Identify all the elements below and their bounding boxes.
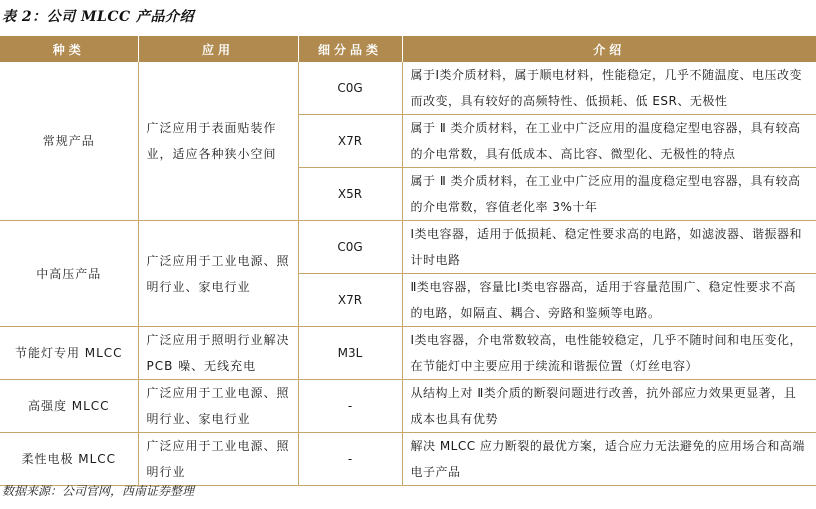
- application-cell: 广泛应用于照明行业解决 PCB 噪、无线充电: [138, 327, 298, 380]
- subcategory-cell: C0G: [298, 62, 402, 115]
- application-cell: 广泛应用于工业电源、照明行业、家电行业: [138, 221, 298, 327]
- subcategory-cell: X5R: [298, 168, 402, 221]
- table-row: [0, 433, 816, 486]
- table-row: [0, 221, 816, 274]
- table-row: [0, 380, 816, 433]
- header-subcategory: 细分品类: [298, 36, 402, 62]
- table-row: [0, 62, 816, 115]
- table-title: 表 2：公司 MLCC 产品介绍: [2, 9, 194, 25]
- header-application: 应用: [138, 36, 298, 62]
- subcategory-cell: C0G: [298, 221, 402, 274]
- kind-cell: 高强度 MLCC: [0, 380, 138, 433]
- description-cell: 属于 Ⅱ 类介质材料，在工业中广泛应用的温度稳定型电容器，具有较高的介电常数，具有低成本、高比容、微型化、无极性的特点: [402, 115, 816, 168]
- subcategory-cell: X7R: [298, 274, 402, 327]
- subcategory-cell: X7R: [298, 115, 402, 168]
- description-cell: 属于Ⅰ类介质材料，属于顺电材料，性能稳定，几乎不随温度、电压改变而改变，具有较好的高频特性、低损耗、低 ESR、无极性: [402, 62, 816, 115]
- subcategory-cell: M3L: [298, 327, 402, 380]
- description-cell: Ⅱ类电容器，容量比Ⅰ类电容器高，适用于容量范围广、稳定性要求不高的电路，如隔直、耦合、旁路和鉴频等电路。: [402, 274, 816, 327]
- kind-cell: 常规产品: [0, 62, 138, 221]
- subcategory-cell: -: [298, 433, 402, 486]
- description-cell: Ⅰ类电容器，介电常数较高，电性能较稳定，几乎不随时间和电压变化，在节能灯中主要应用于续流和谐振位置（灯丝电容）: [402, 327, 816, 380]
- kind-cell: 中高压产品: [0, 221, 138, 327]
- subcategory-cell: -: [298, 380, 402, 433]
- header-description: 介绍: [402, 36, 816, 62]
- description-cell: 解决 MLCC 应力断裂的最优方案，适合应力无法避免的应用场合和高端电子产品: [402, 433, 816, 486]
- description-cell: 属于 Ⅱ 类介质材料，在工业中广泛应用的温度稳定型电容器，具有较高的介电常数，容值老化率 3%十年: [402, 168, 816, 221]
- application-cell: 广泛应用于工业电源、照明行业、家电行业: [138, 380, 298, 433]
- product-table: [0, 36, 816, 486]
- kind-cell: 节能灯专用 MLCC: [0, 327, 138, 380]
- description-cell: Ⅰ类电容器，适用于低损耗、稳定性要求高的电路，如滤波器、谐振器和计时电路: [402, 221, 816, 274]
- table-row: [0, 327, 816, 380]
- application-cell: 广泛应用于表面贴装作业，适应各种狭小空间: [138, 62, 298, 221]
- header-row: [0, 36, 816, 62]
- source-note: 数据来源：公司官网，西南证券整理: [2, 484, 195, 498]
- description-cell: 从结构上对 Ⅱ类介质的断裂问题进行改善，抗外部应力效果更显著，且成本也具有优势: [402, 380, 816, 433]
- application-cell: 广泛应用于工业电源、照明行业: [138, 433, 298, 486]
- header-kind: 种类: [0, 36, 138, 62]
- kind-cell: 柔性电极 MLCC: [0, 433, 138, 486]
